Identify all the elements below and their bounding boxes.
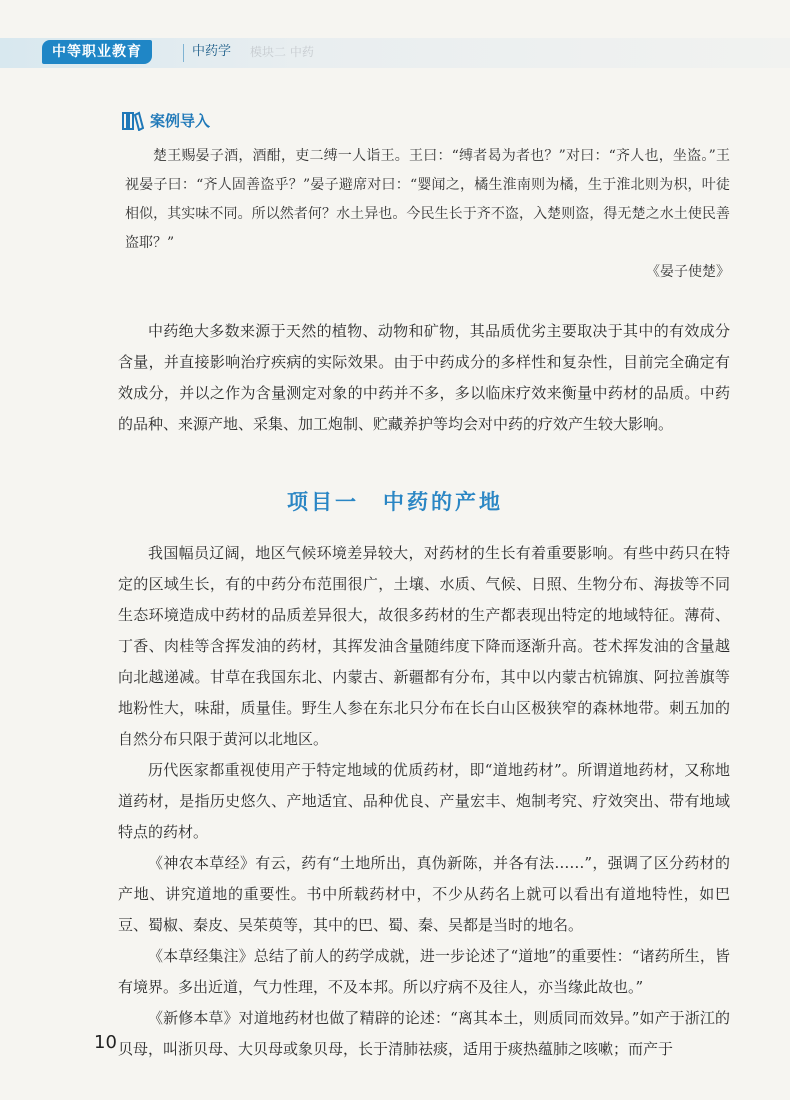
section-content <box>118 538 730 1065</box>
case-source: 《晏子使楚》 <box>646 264 730 280</box>
content-paragraph: 我国幅员辽阔，地区气候环境差异较大，对药材的生长有着重要影响。有些中药只在特定的区域生长，有的中药分布范围很广，土壤、水质、气候、日照、生物分布、海拔等不同生态环境造成中药材的品质差异很大，故很多药材的生产都表现出特定的地域特征。薄荷、丁香、肉桂等含挥发油的药材，其挥发油含量随纬度下降而逐渐升高。苍术挥发油的含量越向北越递减。甘草在我国东北、内蒙古、新疆都有分布，其中以内蒙古杭锦旗、阿拉善旗等地粉性大，味甜，质量佳。野生人参在东北只分布在长白山区极狭窄的森林地带。刺五加的自然分布只限于黄河以北地区。 <box>118 544 730 748</box>
series-badge: 中等职业教育 <box>42 40 152 64</box>
intro-paragraph: 中药绝大多数来源于天然的植物、动物和矿物，其品质优劣主要取决于其中的有效成分含量，并直接影响治疗疾病的实际效果。由于中药成分的多样性和复杂性，目前完全确定有效成分，并以之作为含量测定对象的中药并不多，多以临床疗效来衡量中药材的品质。中药的品种、来源产地、采集、加工炮制、贮藏养护等均会对中药的疗效产生较大影响。 <box>118 322 730 433</box>
case-story: 楚王赐晏子酒，酒酣，吏二缚一人诣王。王曰：“缚者曷为者也？”对曰：“齐人也，坐盗。”王视晏子曰：“齐人固善盗乎？”晏子避席对曰：“婴闻之，橘生淮南则为橘，生于淮北则为枳，叶徒相似，其实味不同。所以然者何？水土异也。今民生长于齐不盗，入楚则盗，得无楚之水土使民善盗耶？” <box>125 148 730 251</box>
case-intro-label: 案例导入 <box>150 112 211 130</box>
content-paragraph: 《神农本草经》有云，药有“土地所出，真伪新陈，并各有法……”，强调了区分药材的产地、讲究道地的重要性。书中所载药材中，不少从药名上就可以看出有道地特性，如巴豆、蜀椒、秦皮、吴茱萸等，其中的巴、蜀、秦、吴都是当时的地名。 <box>118 854 730 934</box>
section-title: 项目一 中药的产地 <box>287 490 503 514</box>
books-icon <box>122 111 144 131</box>
header-divider <box>183 44 184 62</box>
case-intro-box <box>125 142 730 287</box>
case-intro-heading <box>122 110 210 131</box>
content-paragraph: 《本草经集注》总结了前人的药学成就，进一步论述了“道地”的重要性：“诸药所生，皆有境界。多出近道，气力性理，不及本邦。所以疗病不及往人，亦当缘此故也。” <box>118 947 730 996</box>
ghost-header-text: 模块二 中药 <box>250 45 314 59</box>
content-paragraph: 历代医家都重视使用产于特定地域的优质药材，即“道地药材”。所谓道地药材，又称地道药材，是指历史悠久、产地适宜、品种优良、产量宏丰、炮制考究、疗效突出、带有地域特点的药材。 <box>118 761 730 841</box>
page-number: 10 <box>94 1032 117 1053</box>
intro-section <box>118 316 730 440</box>
content-paragraph: 《新修本草》对道地药材也做了精辟的论述：“离其本土，则质同而效异。”如产于浙江的贝母，叫浙贝母、大贝母或象贝母，长于清肺祛痰，适用于痰热蕴肺之咳嗽；而产于 <box>118 1009 730 1058</box>
subject-label: 中药学 <box>192 44 232 59</box>
